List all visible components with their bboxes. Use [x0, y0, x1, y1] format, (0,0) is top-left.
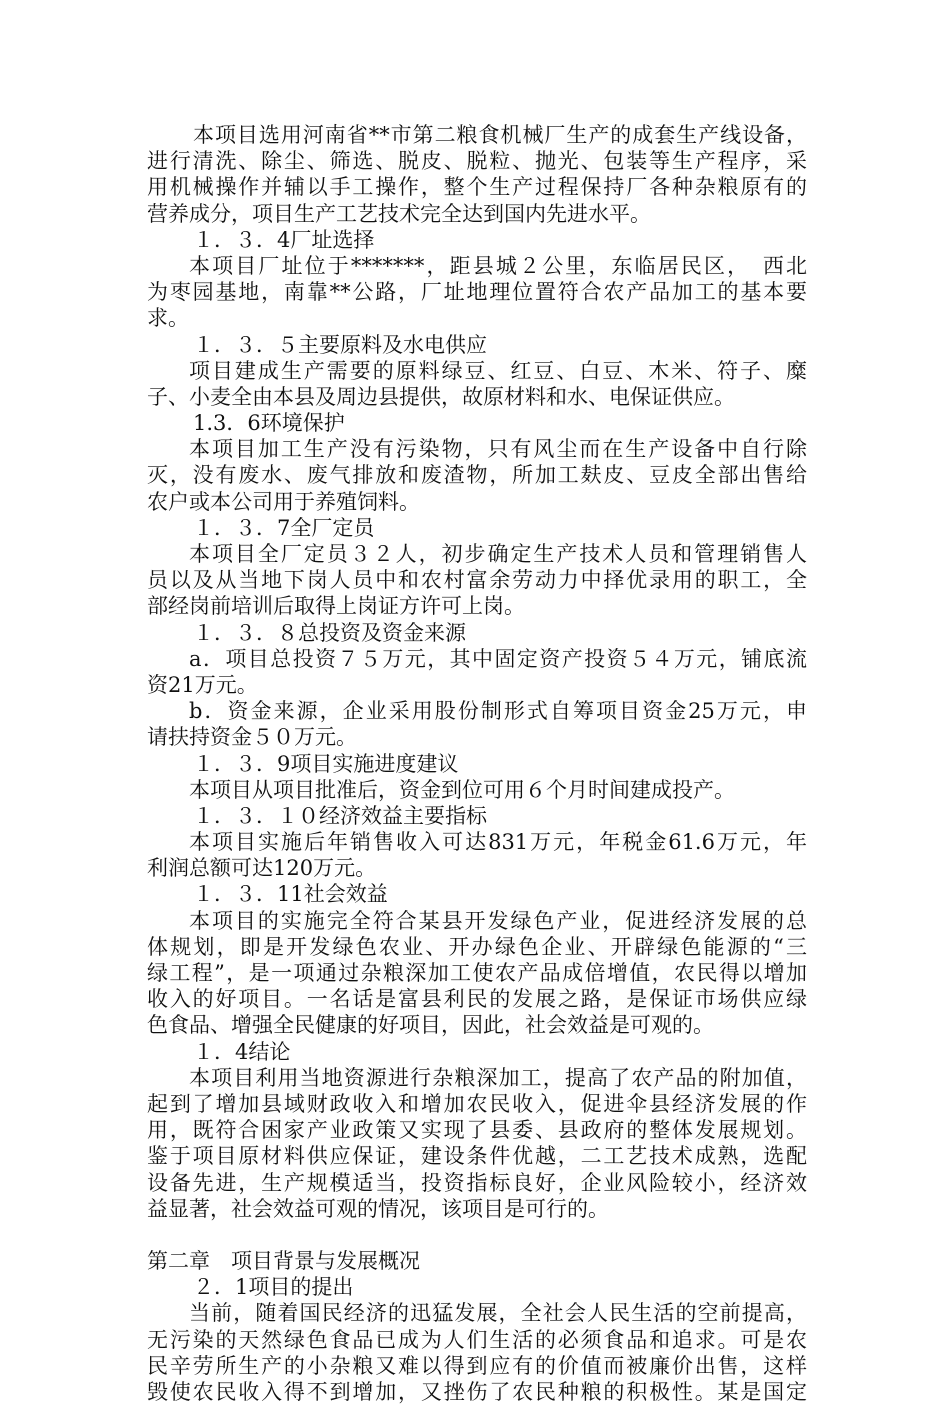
text-line: 项目建成生产需要的原料绿豆、红豆、白豆、木米、符子、糜: [189, 358, 807, 383]
text-line: 民辛劳所生产的小杂粮又难以得到应有的价值而被廉价出售，这样: [147, 1353, 807, 1378]
text-line: 色食品、增强全民健康的好项目，因此，社会效益是可观的。: [147, 1013, 714, 1038]
text-line: １．３．１０经济效益主要指标: [193, 803, 487, 828]
text-line: 请扶持资金５０万元。: [147, 725, 357, 750]
text-line: 本项目加工生产没有污染物，只有风尘而在生产设备中自行除: [189, 437, 807, 462]
text-line: 无污染的天然绿色食品已成为人们生活的必须食品和追求。可是农: [147, 1327, 807, 1352]
text-line: 第二章 项目背景与发展概况: [147, 1249, 420, 1274]
text-line: 体规划，即是开发绿色农业、开办绿色企业、开辟绿色能源的“三: [147, 934, 807, 959]
text-line: ２．1项目的提出: [193, 1275, 354, 1300]
text-line: 营养成分，项目生产工艺技术完全达到国内先进水平。: [147, 201, 651, 226]
text-line: １．３．５主要原料及水电供应: [193, 332, 487, 357]
text-line: 用，既符合困家产业政策又实现了县委、县政府的整体发展规划。: [147, 1118, 807, 1143]
text-line: １．３．4厂址选择: [193, 227, 375, 252]
text-line: 进行清洗、除尘、筛选、脱皮、脱粒、抛光、包装等生产程序，采: [147, 149, 807, 174]
text-line: 本项目利用当地资源进行杂粮深加工，提高了农产品的附加值，: [189, 1065, 807, 1090]
text-line: 1.3．6环境保护: [193, 411, 345, 436]
text-line: 为枣园基地，南靠**公路，厂址地理位置符合农产品加工的基本要: [147, 280, 807, 305]
text-line: １．３．9项目实施进度建议: [193, 751, 459, 776]
text-line: 鉴于项目原材料供应保证，建设条件优越，二工艺技术成熟，选配: [147, 1144, 807, 1169]
text-line: １．３．８总投资及资金来源: [193, 620, 466, 645]
text-line: a．项目总投资７５万元，其中固定资产投资５４万元，铺底流: [189, 646, 807, 671]
text-line: １．4结论: [193, 1039, 291, 1064]
text-line: 求。: [147, 306, 189, 331]
text-line: 当前，随着国民经济的迅猛发展，全社会人民生活的空前提高，: [189, 1301, 807, 1326]
text-line: 员以及从当地下岗人员中和农村富余劳动力中择优录用的职工，全: [147, 568, 807, 593]
text-line: 本项目从项目批准后，资金到位可用６个月时间建成投产。: [189, 777, 735, 802]
text-line: 本项目厂址位于*******，距县城２公里，东临居民区， 西北: [189, 253, 807, 278]
text-line: b．资金来源，企业采用股份制形式自筹项目资金25万元，申: [189, 699, 807, 724]
text-line: 灭，没有废水、废气排放和废渣物，所加工麸皮、豆皮全部出售给: [147, 463, 807, 488]
text-line: １．３．11社会效益: [193, 882, 388, 907]
text-line: 起到了增加县域财政收入和增加农民收入，促进伞县经济发展的作: [147, 1091, 807, 1116]
text-line: 本项目实施后年销售收入可达831万元，年税金61.6万元，年: [189, 830, 807, 855]
blank-line: [147, 1222, 807, 1248]
text-line: 毁使农民收入得不到增加，又挫伤了农民种粮的积极性。某是国定: [147, 1380, 807, 1404]
text-line: 益显著，社会效益可观的情况，该项目是可行的。: [147, 1196, 609, 1221]
text-line: 用机械操作并辅以手工操作，整个生产过程保持厂各种杂粮原有的: [147, 175, 807, 200]
text-line: 部经岗前培训后取得上岗证方许可上岗。: [147, 594, 525, 619]
text-line: 利润总额可达120万元。: [147, 856, 377, 881]
text-line: 本项目全厂定员３２人，初步确定生产技术人员和管理销售人: [189, 542, 807, 566]
text-line: 农户或本公司用于养殖饲料。: [147, 489, 420, 514]
text-line: １．３．7全厂定员: [193, 515, 375, 540]
document-body: [147, 122, 807, 1405]
text-line: 设备先进，生产规模适当，投资指标良好，企业风险较小，经济效: [147, 1170, 807, 1195]
text-line: 本项目选用河南省**市第二粮食机械厂生产的成套生产线设备，: [193, 123, 807, 147]
text-line: 本项目的实施完全符合某县开发绿色产业，促进经济发展的总: [189, 908, 807, 933]
text-line: 绿工程”，是一项通过杂粮深加工使农产品成倍增值，农民得以增加: [147, 961, 807, 985]
text-line: 子、小麦全由本县及周边县提供，故原材料和水、电保证供应。: [147, 384, 735, 409]
text-line: 收入的好项目。一名话是富县利民的发展之路，是保证市场供应绿: [147, 987, 807, 1012]
text-line: 资21万元。: [147, 672, 258, 697]
